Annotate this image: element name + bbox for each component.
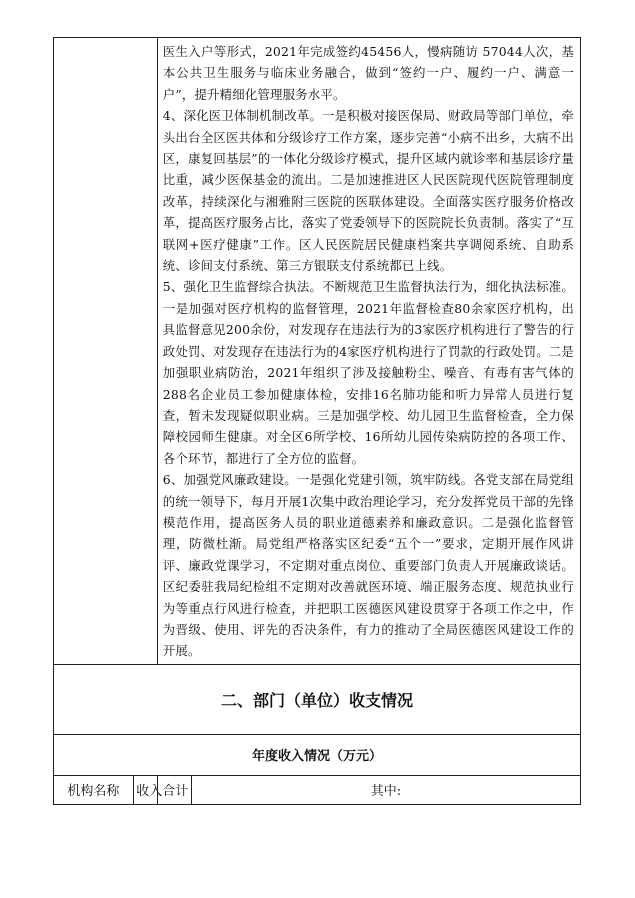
column-header-breakdown: 其中: — [370, 784, 402, 800]
paragraph-signing: 医生入户等形式，2021年完成签约45456人，慢病随访 57044人次，基本公共卫生服务与临床业务融合，做到“签约一户、履约一户、满意一户”，提升精细化管理服务水平。 — [162, 44, 574, 102]
budget-report-table — [53, 37, 581, 805]
column-header-total: 收入合计 — [134, 776, 192, 804]
paragraph-reform: 4、深化医卫体制机制改革。一是积极对接医保局、财政局等部门单位，牵头出台全区医共体和分级诊疗工作方案，逐步完善“小病不出乡，大病不出区，康复回基层”的一体化分级诊疗模式，提升区域内就诊率和基层诊疗量比重，减少医保基金的流出。二是加速推进区人民医院现代医院管理制度改革，持续深化与湘雅附三医院的医联体建设。全面落实医疗服务价格改革，提高医疗服务占比，落实了党委领导下的医院院长负责制。落实了“互联网+医疗健康”工作。区人民医院居民健康档案共享调阅系统、自助系统、诊间支付系统、第三方银联支付系统都已上线。 — [162, 108, 574, 274]
work-summary-row — [54, 38, 581, 665]
column-header-other — [136, 775, 580, 804]
section-title: 二、部门（单位）收支情况 — [54, 664, 581, 734]
left-label-cell — [54, 38, 158, 665]
section-title-row — [54, 664, 581, 734]
income-subtitle: 年度收入情况（万元） — [54, 734, 581, 775]
column-header-org: 机构名称 — [54, 775, 134, 804]
income-subtitle-row — [54, 734, 581, 775]
column-header-row — [54, 775, 581, 804]
paragraph-supervision: 5、强化卫生监督综合执法。不断规范卫生监督执法行为，细化执法标准。一是加强对医疗机构的监督管理，2021年监督检查80余家医疗机构，出具监督意见200余份，对发现存在违法行为的3家医疗机构进行了警告的行政处罚、对发现存在违法行为的4家医疗机构进行了罚款的行政处罚。二是加强职业病防治，2021年组织了涉及接触粉尘、噪音、有毒有害气体的288名企业员工参加健康体检，安排16名肺功能和听力异常人员进行复查，暂未发现疑似职业病。三是加强学校、幼儿园卫生监督检查，全力保障校园师生健康。对全区6所学校、16所幼儿园传染病防控的各项工作、各个环节，都进行了全方位的监督。 — [162, 279, 574, 466]
work-summary-text — [157, 38, 580, 665]
paragraph-party-building: 6、加强党风廉政建设。一是强化党建引领，筑牢防线。各党支部在局党组的统一领导下，每月开展1次集中政治理论学习，充分发挥党员干部的先锋模范作用，提高医务人员的职业道德素养和廉政意识。二是强化监督管理，防微杜渐。局党组严格落实区纪委“五个一”要求，定期开展作风讲评、廉政党课学习，不定期对重点岗位、重要部门负责人开展廉政谈话。区纪委驻我局纪检组不定期对改善就医环境、端正服务态度、规范执业行为等重点行风进行检查，并把职工医德医风建设贯穿于各项工作之中，作为晋级、使用、评先的否决条件，有力的推动了全局医德医风建设工作的开展。 — [162, 472, 574, 659]
